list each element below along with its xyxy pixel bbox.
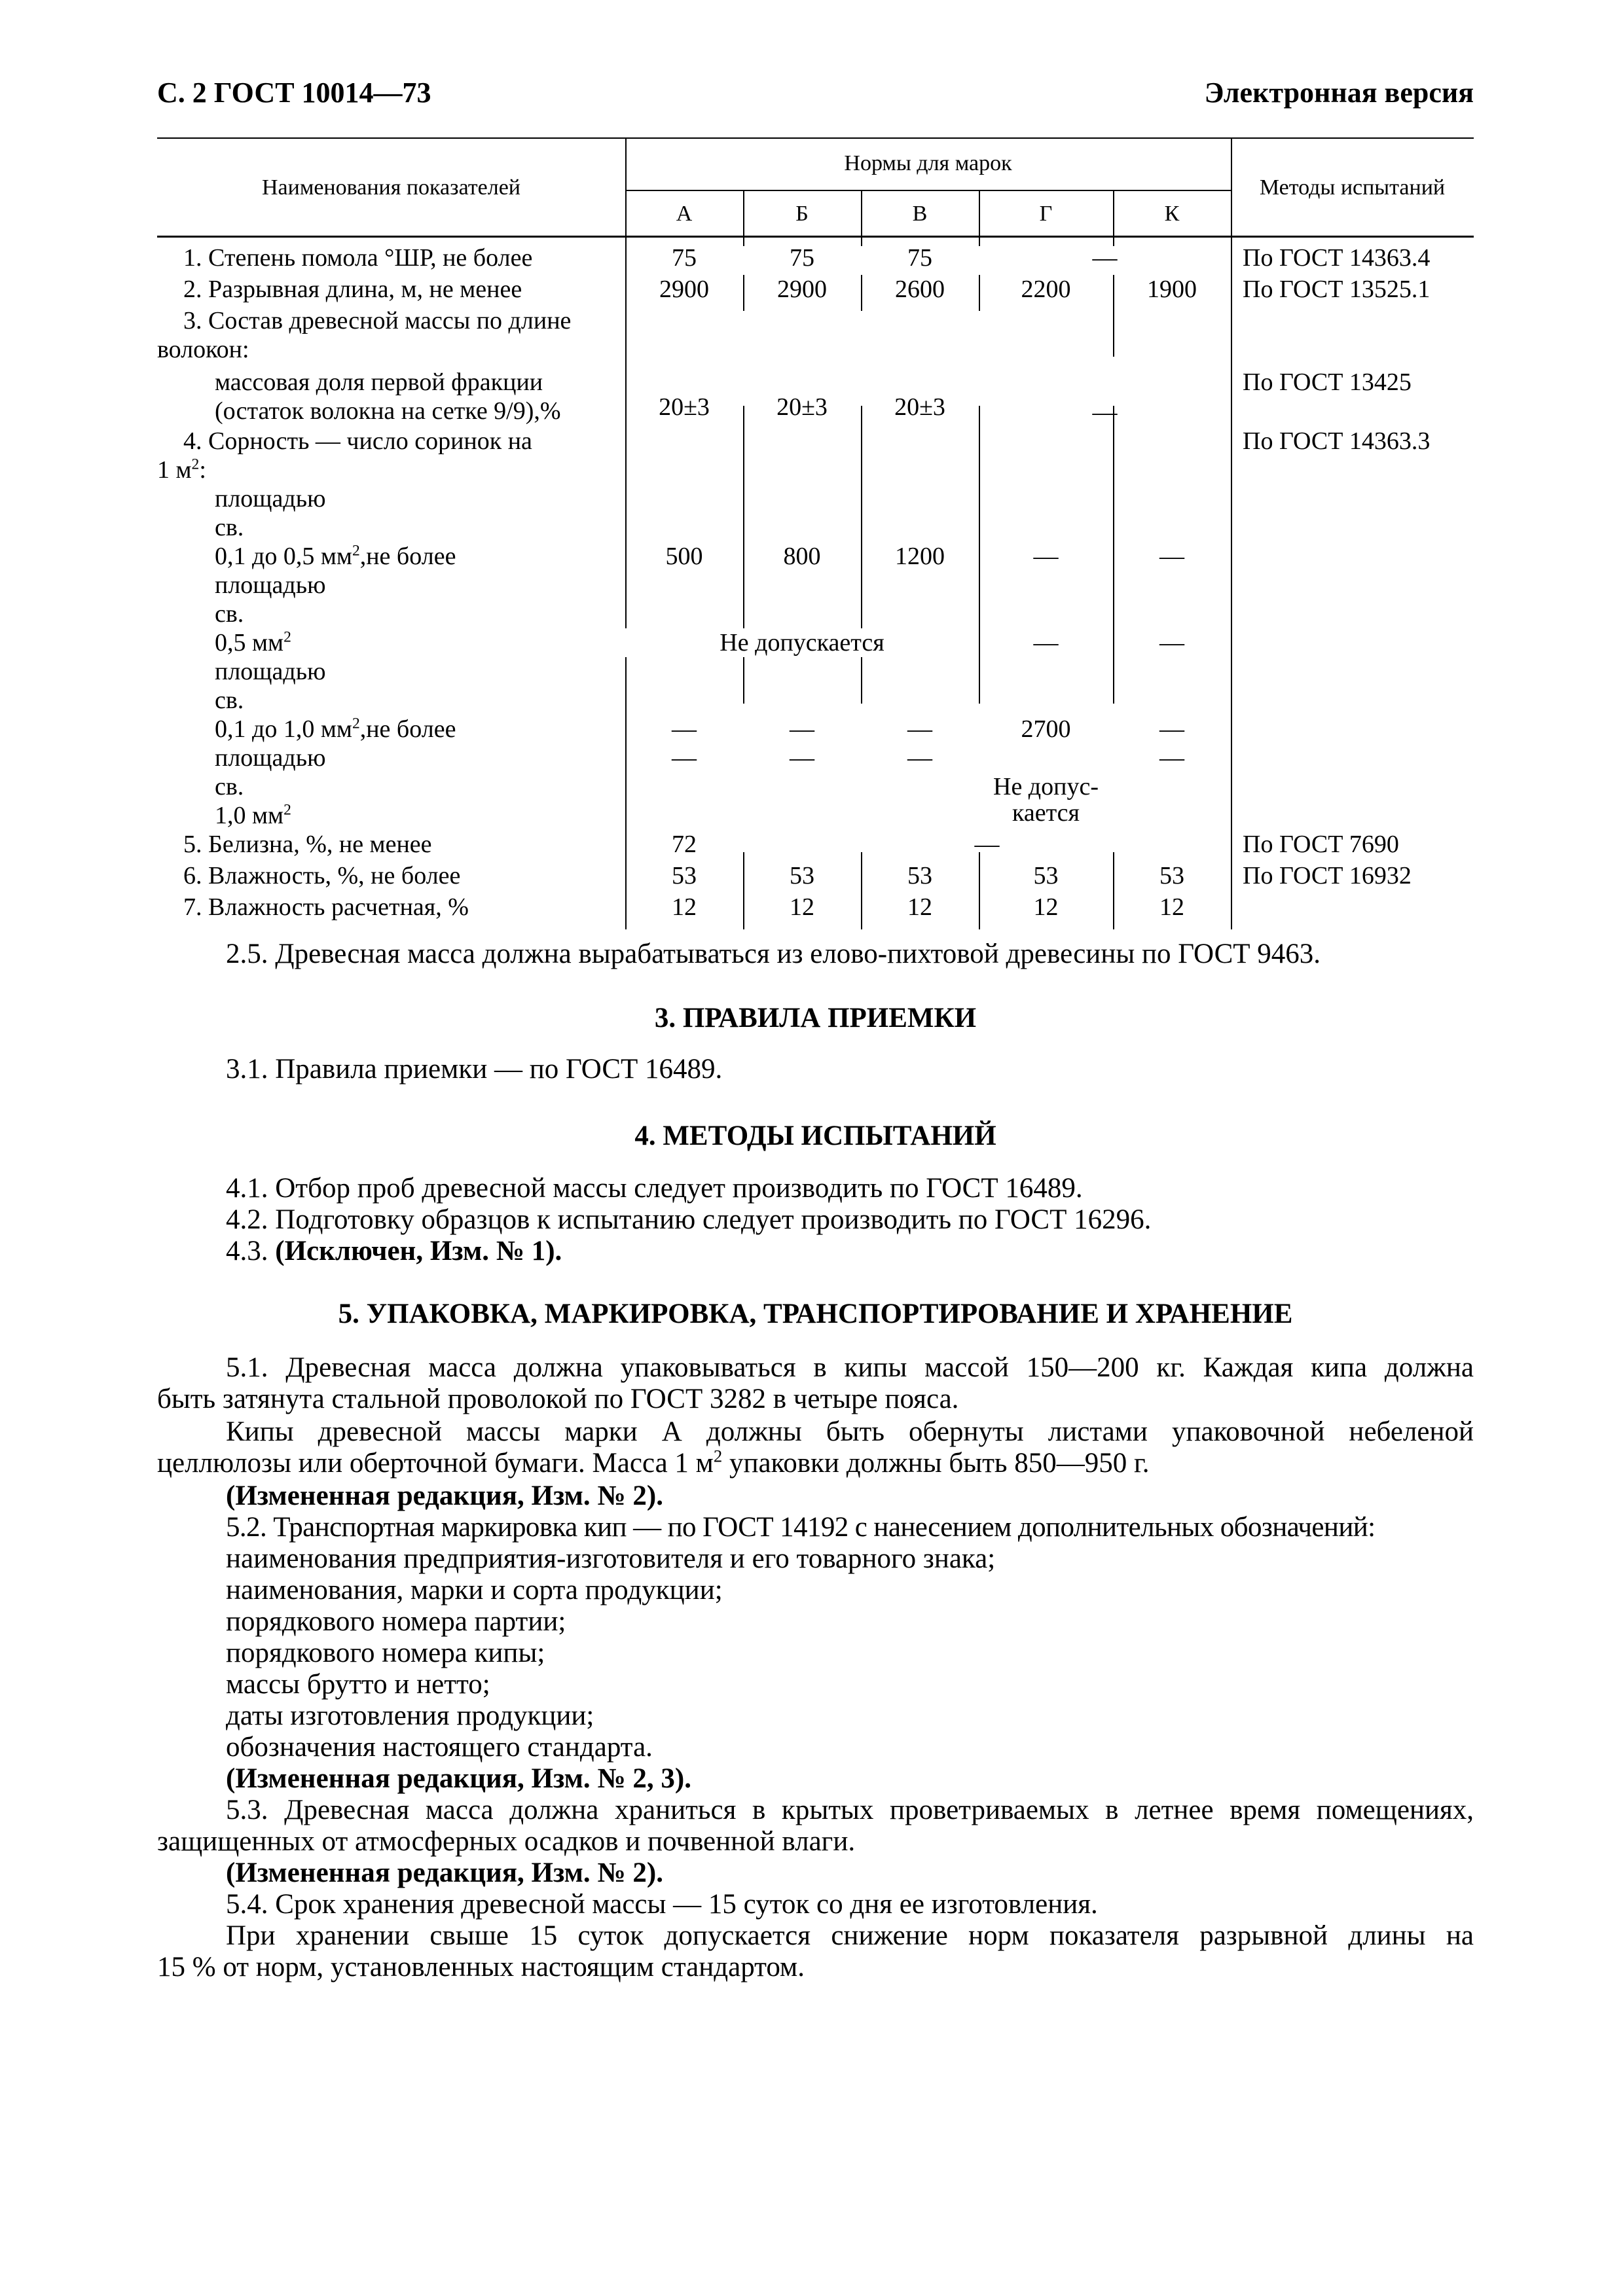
paragraph-5-2: 5.2. Транспортная маркировка кип — по ГОСТ 14192 с нанесением дополнительных обозначений: <box>226 1512 1376 1543</box>
paragraph-4-2: 4.2. Подготовку образцов к испытанию следует производить по ГОСТ 16296. <box>226 1204 1152 1235</box>
grade-a: А <box>676 202 693 226</box>
amendment-note-3: (Измененная редакция, Изм. № 2). <box>226 1857 663 1888</box>
marking-list-item-6: даты изготовления продукции; <box>226 1700 594 1731</box>
sub3-line3-tail: ,не более <box>359 715 456 743</box>
row3-sub-line2: (остаток волокна на сетке 9/9),% <box>215 397 561 425</box>
sub4-b: — <box>790 744 814 772</box>
header-bottom-rule <box>157 236 1474 238</box>
sub1-b: 800 <box>783 543 821 570</box>
sub2-line3 <box>215 628 291 657</box>
sub2-line2: св. <box>215 600 244 628</box>
row5-method: По ГОСТ 7690 <box>1243 831 1399 858</box>
paragraph-4-3 <box>226 1236 562 1267</box>
paragraph-5-3-line2: защищенных от атмосферных осадков и почвенной влаги. <box>157 1826 856 1857</box>
header-indicator: Наименования показателей <box>261 175 520 200</box>
section-5-title: 5. УПАКОВКА, МАРКИРОВКА, ТРАНСПОРТИРОВАНИЕ И ХРАНЕНИЕ <box>338 1299 1293 1329</box>
row3-gk: — <box>1092 399 1118 426</box>
section-3-title: 3. ПРАВИЛА ПРИЕМКИ <box>654 1003 977 1033</box>
row3-v: 20±3 <box>894 393 945 421</box>
paragraph-5-3-line1: 5.3. Древесная масса должна храниться в крытых проветриваемых в летнее время помещениях, <box>226 1795 1474 1825</box>
row1-label: 1. Степень помола °ШР, не более <box>183 244 533 272</box>
paragraph-3-1: 3.1. Правила приемки — по ГОСТ 16489. <box>226 1054 723 1085</box>
row7-b: 12 <box>790 893 814 921</box>
norms-table <box>157 137 1474 929</box>
sub3-line3 <box>215 715 456 744</box>
row1-v: 75 <box>907 244 932 272</box>
sub2-line3-text: 0,5 мм <box>215 629 284 656</box>
row2-k: 1900 <box>1147 276 1197 303</box>
sub3-v: — <box>907 715 932 743</box>
sub1-line3-sup: 2 <box>352 542 360 560</box>
sub3-line2: св. <box>215 687 244 714</box>
marking-list-item-5: массы брутто и нетто; <box>226 1669 490 1700</box>
paragraph-5-1-line1: 5.1. Древесная масса должна упаковываться в кипы массой 150—200 кг. Каждая кипа должна <box>226 1352 1474 1383</box>
sub4-a: — <box>672 744 697 772</box>
row7-g: 12 <box>1033 893 1059 921</box>
sub2-line3-sup: 2 <box>283 628 291 646</box>
grade-k: К <box>1164 202 1180 226</box>
row3-label-line2: волокон: <box>157 336 249 363</box>
sub4-line2: св. <box>215 773 244 800</box>
paragraph-4-3-text: (Исключен, Изм. № 1). <box>275 1236 562 1266</box>
sub4-v: — <box>907 744 932 772</box>
paragraph-4-3-number: 4.3. <box>226 1236 268 1266</box>
sub3-line1: площадью <box>215 658 326 685</box>
paragraph-5-1-wrapping-line2 <box>157 1448 1474 1479</box>
section-4-title: 4. МЕТОДЫ ИСПЫТАНИЙ <box>634 1121 996 1151</box>
paragraph-5-1 <box>157 1352 1474 1415</box>
paragraph-5-1-wrapping <box>157 1416 1474 1479</box>
wrapping-mass-sup: 2 <box>713 1446 723 1466</box>
page-number-and-standard: С. 2 ГОСТ 10014—73 <box>157 77 431 109</box>
paragraph-5-1-line2: быть затянута стальной проволокой по ГОСТ 3282 в четыре пояса. <box>157 1384 959 1414</box>
sub4-line3-sup: 2 <box>283 801 291 819</box>
sub1-line3-tail: ,не более <box>359 543 456 570</box>
sub1-k: — <box>1159 543 1184 570</box>
row6-method: По ГОСТ 16932 <box>1243 862 1412 889</box>
row7-k: 12 <box>1159 893 1184 921</box>
row2-label: 2. Разрывная длина, м, не менее <box>183 276 522 303</box>
row7-label: 7. Влажность расчетная, % <box>183 893 469 921</box>
row6-k: 53 <box>1159 862 1184 889</box>
row2-a: 2900 <box>659 276 709 303</box>
sub1-line1: площадью <box>215 485 326 512</box>
table-top-rule <box>157 137 1474 139</box>
marking-list-item-2: наименования, марки и сорта продукции; <box>226 1575 723 1605</box>
sub3-b: — <box>790 715 814 743</box>
sub2-k: — <box>1159 629 1184 656</box>
row2-g: 2200 <box>1021 276 1071 303</box>
row5-rest: — <box>974 831 1000 858</box>
row4-label-line1: 4. Сорность — число соринок на <box>183 427 532 455</box>
row4-label-line2-tail: : <box>199 456 206 484</box>
row5-a: 72 <box>672 831 697 858</box>
amendment-note-2: (Измененная редакция, Изм. № 2, 3). <box>226 1763 691 1794</box>
paragraph-5-4: 5.4. Срок хранения древесной массы — 15 суток со дня ее изготовления. <box>226 1889 1098 1920</box>
marking-list-item-7: обозначения настоящего стандарта. <box>226 1732 653 1763</box>
row3-method: По ГОСТ 13425 <box>1243 368 1412 396</box>
row1-b: 75 <box>790 244 814 272</box>
row3-b: 20±3 <box>776 393 828 421</box>
row7-a: 12 <box>672 893 697 921</box>
sub1-a: 500 <box>665 543 703 570</box>
row4-label-line2-sup: 2 <box>191 456 200 473</box>
sub2-line1: площадью <box>215 571 326 599</box>
wrapping-mass-text: целлюлозы или оберточной бумаги. Масса 1 м <box>157 1448 714 1479</box>
sub3-g: 2700 <box>1021 715 1071 743</box>
row6-b: 53 <box>790 862 814 889</box>
sub1-line3-text: 0,1 до 0,5 мм <box>215 543 352 570</box>
sub4-k: — <box>1159 744 1184 772</box>
sub4-g-line2: кается <box>1012 799 1080 827</box>
grade-g: Г <box>1039 202 1053 226</box>
row1-a: 75 <box>672 244 697 272</box>
paragraph-2-5: 2.5. Древесная масса должна вырабатываться из елово-пихтовой древесины по ГОСТ 9463. <box>226 939 1321 969</box>
col-rule-methods <box>1231 137 1232 929</box>
row6-v: 53 <box>907 862 932 889</box>
row6-g: 53 <box>1033 862 1059 889</box>
sub4-line1: площадью <box>215 744 326 772</box>
row4-method: По ГОСТ 14363.3 <box>1243 427 1431 455</box>
sub3-a: — <box>672 715 697 743</box>
paragraph-5-3 <box>157 1795 1474 1857</box>
row2-v: 2600 <box>895 276 945 303</box>
row3-label-line1: 3. Состав древесной массы по длине <box>183 307 572 334</box>
sub1-line3 <box>215 542 456 571</box>
header-methods: Методы испытаний <box>1259 175 1446 200</box>
marking-list-item-1: наименования предприятия-изготовителя и его товарного знака; <box>226 1543 996 1574</box>
paragraph-5-1-wrapping-line1: Кипы древесной массы марки А должны быть обернуты листами упаковочной небеленой <box>226 1416 1474 1447</box>
row3-sub-line1: массовая доля первой фракции <box>215 368 543 396</box>
sub4-g-line1: Не допус- <box>993 773 1099 800</box>
row2-b: 2900 <box>777 276 827 303</box>
sub4-line3-text: 1,0 мм <box>215 802 284 829</box>
row4-label-line2 <box>157 456 206 484</box>
sub3-k: — <box>1159 715 1184 743</box>
marking-list-item-3: порядкового номера партии; <box>226 1606 566 1637</box>
sub1-g: — <box>1033 543 1059 570</box>
row6-label: 6. Влажность, %, не более <box>183 862 461 889</box>
row7-v: 12 <box>907 893 932 921</box>
paragraph-5-4-storage-line1: При хранении свыше 15 суток допускается снижение норм показателя разрывной длины на <box>226 1920 1474 1951</box>
amendment-note-1: (Измененная редакция, Изм. № 2). <box>226 1480 663 1511</box>
marking-list-item-4: порядкового номера кипы; <box>226 1638 545 1668</box>
wrapping-mass-tail: упаковки должны быть 850—950 г. <box>722 1448 1150 1479</box>
sub3-line3-text: 0,1 до 1,0 мм <box>215 715 352 743</box>
row1-method: По ГОСТ 14363.4 <box>1243 244 1431 272</box>
paragraph-4-1: 4.1. Отбор проб древесной массы следует производить по ГОСТ 16489. <box>226 1173 1083 1204</box>
row5-label: 5. Белизна, %, не менее <box>183 831 432 858</box>
paragraph-5-4-storage <box>157 1920 1474 1983</box>
row3-a: 20±3 <box>659 393 710 421</box>
row1-gk: — <box>1092 244 1118 272</box>
norms-subheader-rule <box>625 190 1231 191</box>
sub1-line2: св. <box>215 514 244 541</box>
row2-method: По ГОСТ 13525.1 <box>1243 276 1431 303</box>
sub1-v: 1200 <box>895 543 945 570</box>
row4-label-line2-text: 1 м <box>157 456 192 484</box>
sub2-g: — <box>1033 629 1059 656</box>
sub3-line3-sup: 2 <box>352 715 360 732</box>
electronic-version-label: Электронная версия <box>1204 77 1474 109</box>
sub2-abv: Не допускается <box>625 628 979 657</box>
paragraph-5-4-storage-line2: 15 % от норм, установленных настоящим стандартом. <box>157 1952 805 1982</box>
sub4-line3 <box>215 801 291 830</box>
row6-a: 53 <box>672 862 697 889</box>
grade-b: Б <box>795 202 809 226</box>
grade-v: В <box>912 202 928 226</box>
header-norms: Нормы для марок <box>844 151 1012 175</box>
